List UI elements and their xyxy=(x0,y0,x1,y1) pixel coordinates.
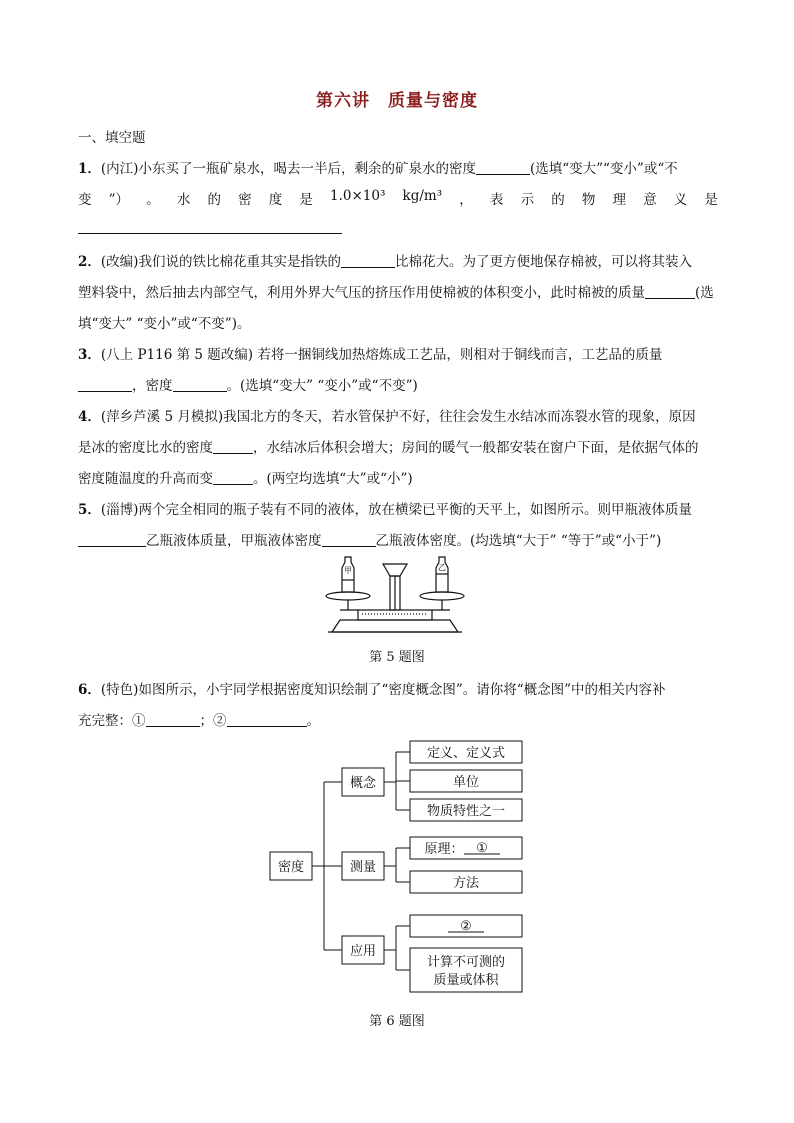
answer-blank[interactable] xyxy=(322,532,376,547)
question-6-line-1 xyxy=(78,678,666,698)
question-text-token: 变 xyxy=(78,192,92,208)
question-number: 3． xyxy=(78,347,101,363)
balance-pointer-head xyxy=(383,564,407,576)
question-number: 5． xyxy=(78,502,101,518)
question-3-line-2 xyxy=(78,374,418,394)
question-text: (选填“变大”“变小”或“不 xyxy=(529,161,678,177)
answer-blank[interactable] xyxy=(173,377,227,392)
question-1-line-2 xyxy=(78,188,718,208)
question-1-line-3 xyxy=(78,219,342,236)
question-text-token: kg/m³ xyxy=(402,188,443,204)
question-text-token: 密 xyxy=(238,192,252,208)
question-text-token: 表 xyxy=(489,192,504,208)
measure-principle-label: 原理： xyxy=(424,842,464,857)
concept-item-label: 物质特性之一 xyxy=(426,804,506,819)
branch-label-concept: 概念 xyxy=(349,776,377,791)
question-text-token: 。 xyxy=(146,192,160,208)
question-text: 比棉花大。为了更方便地保存棉被，可以将其装入 xyxy=(394,254,692,270)
question-number: 6． xyxy=(78,682,101,698)
branch-label-apply: 应用 xyxy=(349,944,377,959)
answer-blank[interactable] xyxy=(78,219,342,234)
page-title: 第六讲 质量与密度 xyxy=(316,91,478,111)
apply-calc-line-2: 质量或体积 xyxy=(433,973,499,988)
answer-blank[interactable] xyxy=(341,253,395,268)
answer-blank[interactable] xyxy=(78,532,146,547)
question-number: 2． xyxy=(78,254,101,270)
concept-root-label: 密度 xyxy=(277,860,305,875)
blank-2-marker: ② xyxy=(460,919,472,934)
branch-label-measure: 测量 xyxy=(349,860,377,875)
question-text-token: 是 xyxy=(704,192,718,208)
balance-scale-figure xyxy=(320,552,470,640)
answer-blank[interactable] xyxy=(213,470,253,485)
question-text: (淄博)两个完全相同的瓶子装有不同的液体，放在横梁已平衡的天平上，如图所示。则甲瓶液体质量 xyxy=(100,502,692,518)
question-text: 。(两空均选填“大”或“小”) xyxy=(253,471,413,487)
question-1-line-1 xyxy=(78,157,678,177)
question-text: (选 xyxy=(695,285,714,301)
question-text: (八上 P116 第 5 题改编) 若将一捆铜线加热熔炼成工艺品，则相对于铜线而言，工艺品的质量 xyxy=(100,347,663,363)
question-text: (内江)小东买了一瓶矿泉水，喝去一半后，剩余的矿泉水的密度 xyxy=(100,161,476,177)
question-number: 4． xyxy=(78,409,101,425)
question-4-line-3 xyxy=(78,467,413,487)
question-text: (改编)我们说的铁比棉花重其实是指铁的 xyxy=(100,254,341,270)
balance-beam xyxy=(358,610,432,620)
section-heading: 一、填空题 xyxy=(78,130,146,146)
concept-item-label: 单位 xyxy=(452,775,480,790)
question-2-line-1 xyxy=(78,250,692,270)
question-text: 塑料袋中，然后抽去内部空气，利用外界大气压的挤压作用使棉被的体积变小，此时棉被的质量 xyxy=(78,285,645,301)
question-text: (特色)如图所示，小宇同学根据密度知识绘制了“密度概念图”。请你将“概念图”中的相关内容补 xyxy=(100,682,666,698)
question-5-line-2 xyxy=(78,529,661,549)
question-text: 是冰的密度比水的密度 xyxy=(78,440,213,456)
balance-base xyxy=(332,620,458,632)
measure-method-label: 方法 xyxy=(452,876,480,891)
question-number: 1． xyxy=(78,161,101,177)
question-4-line-2 xyxy=(78,436,699,456)
bottle-label-yi: 乙 xyxy=(438,563,446,572)
density-concept-map xyxy=(260,736,540,998)
question-text: ，水结冰后体积会增大；房间的暖气一般都安装在窗户下面，是依据气体的 xyxy=(253,440,699,456)
question-text-token: 理 xyxy=(612,192,626,208)
right-pan xyxy=(420,592,464,600)
figure-5-caption: 第 5 题图 xyxy=(369,650,425,665)
question-text: 乙瓶液体质量，甲瓶液体密度 xyxy=(146,533,322,549)
apply-calc-line-1: 计算不可测的 xyxy=(426,955,506,970)
question-2-line-3 xyxy=(78,312,250,332)
question-text-token: 示 xyxy=(520,192,535,208)
question-text-token: 物 xyxy=(581,192,596,208)
question-text-token: 意 xyxy=(643,192,657,208)
left-pan xyxy=(326,592,370,600)
question-text: ，密度 xyxy=(132,378,173,394)
question-text: 密度随温度的升高而变 xyxy=(78,471,213,487)
concept-item-label: 定义、定义式 xyxy=(426,746,506,761)
question-text: (萍乡芦溪 5 月模拟)我国北方的冬天，若水管保护不好，往往会发生水结冰而冻裂水管的现象，原因 xyxy=(100,409,696,425)
blank-1-marker: ① xyxy=(476,841,488,856)
bottle-label-jia: 甲 xyxy=(344,566,352,575)
question-text-token: 1.0×10³ xyxy=(330,188,386,204)
question-text: 充完整：① xyxy=(78,713,146,729)
question-text-token: 度 xyxy=(268,192,283,208)
figure-6-caption: 第 6 题图 xyxy=(369,1014,425,1029)
question-text-token: 义 xyxy=(673,192,688,208)
question-text-token: 是 xyxy=(299,192,313,208)
question-5-line-1 xyxy=(78,498,692,518)
question-text: 。 xyxy=(306,713,320,729)
question-text: 填“变大” “变小”或“不变”)。 xyxy=(78,316,251,332)
answer-blank[interactable] xyxy=(78,377,132,392)
question-text: 。(选填“变大” “变小”或“不变”) xyxy=(226,378,418,394)
answer-blank[interactable] xyxy=(213,439,253,454)
question-text-token: 的 xyxy=(551,192,565,208)
answer-blank[interactable] xyxy=(645,284,695,299)
question-text-token: 的 xyxy=(207,192,221,208)
question-text: 乙瓶液体密度。(均选填“大于” “等于”或“小于”) xyxy=(375,533,662,549)
question-text-token: ， xyxy=(459,192,473,208)
question-text: ；② xyxy=(199,713,227,729)
answer-blank[interactable] xyxy=(476,160,530,175)
question-6-line-2 xyxy=(78,709,320,729)
question-4-line-1 xyxy=(78,405,696,425)
question-2-line-2 xyxy=(78,281,714,301)
question-text-token: ”） xyxy=(108,192,130,208)
answer-blank[interactable] xyxy=(146,712,200,727)
question-3-line-1 xyxy=(78,343,662,363)
answer-blank[interactable] xyxy=(227,712,307,727)
question-text-token: 水 xyxy=(176,192,191,208)
